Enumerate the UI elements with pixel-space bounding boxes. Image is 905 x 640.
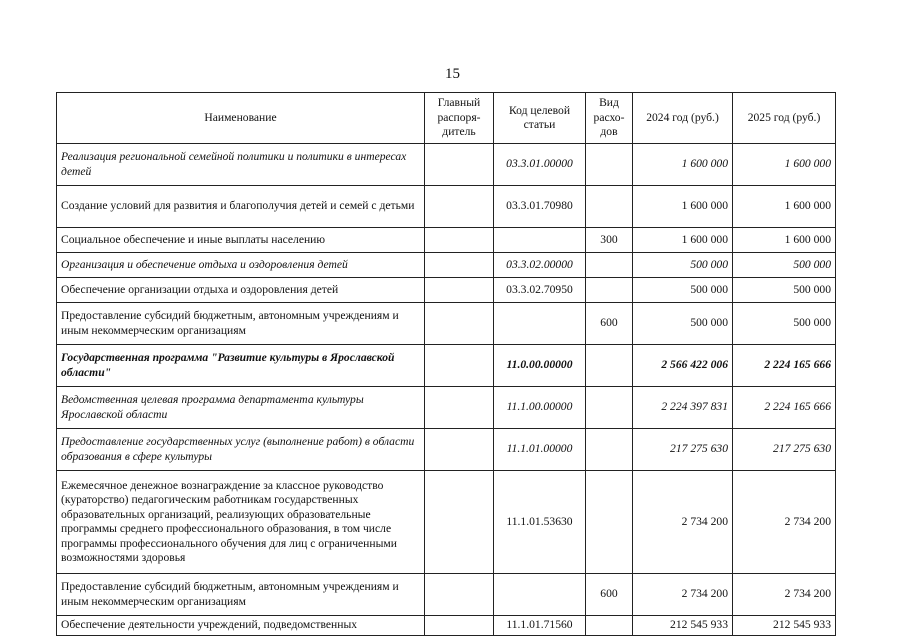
cell-2024: 2 734 200 bbox=[633, 471, 733, 574]
cell-code: 11.1.01.00000 bbox=[494, 429, 586, 471]
cell-2025: 500 000 bbox=[733, 303, 836, 345]
cell-kind bbox=[586, 387, 633, 429]
cell-2024: 500 000 bbox=[633, 278, 733, 303]
cell-kind bbox=[586, 345, 633, 387]
cell-2025: 212 545 933 bbox=[733, 616, 836, 636]
cell-2024: 1 600 000 bbox=[633, 186, 733, 228]
cell-2025: 1 600 000 bbox=[733, 228, 836, 253]
cell-name: Предоставление государственных услуг (выполнение работ) в области образования в сфере культуры bbox=[57, 429, 425, 471]
cell-kind: 300 bbox=[586, 228, 633, 253]
budget-table bbox=[56, 92, 836, 636]
cell-2024: 1 600 000 bbox=[633, 144, 733, 186]
cell-admin bbox=[425, 471, 494, 574]
cell-kind bbox=[586, 278, 633, 303]
cell-admin bbox=[425, 144, 494, 186]
cell-2025: 2 734 200 bbox=[733, 471, 836, 574]
cell-admin bbox=[425, 303, 494, 345]
cell-admin bbox=[425, 574, 494, 616]
cell-2025: 2 224 165 666 bbox=[733, 387, 836, 429]
cell-code: 03.3.02.70950 bbox=[494, 278, 586, 303]
cell-kind bbox=[586, 253, 633, 278]
cell-code: 11.1.01.53630 bbox=[494, 471, 586, 574]
header-2025: 2025 год (руб.) bbox=[733, 93, 836, 144]
cell-name: Обеспечение организации отдыха и оздоровления детей bbox=[57, 278, 425, 303]
cell-name: Ведомственная целевая программа департамента культуры Ярославской области bbox=[57, 387, 425, 429]
cell-code: 03.3.01.70980 bbox=[494, 186, 586, 228]
table-row bbox=[57, 186, 836, 228]
cell-admin bbox=[425, 278, 494, 303]
cell-code: 11.1.00.00000 bbox=[494, 387, 586, 429]
header-name: Наименование bbox=[57, 93, 425, 144]
cell-2024: 500 000 bbox=[633, 303, 733, 345]
cell-2024: 217 275 630 bbox=[633, 429, 733, 471]
cell-admin bbox=[425, 345, 494, 387]
table-row bbox=[57, 345, 836, 387]
table-row bbox=[57, 228, 836, 253]
cell-name: Создание условий для развития и благополучия детей и семей с детьми bbox=[57, 186, 425, 228]
header-code: Код целевой статьи bbox=[494, 93, 586, 144]
table-row bbox=[57, 574, 836, 616]
cell-admin bbox=[425, 429, 494, 471]
cell-2024: 2 734 200 bbox=[633, 574, 733, 616]
cell-name: Организация и обеспечение отдыха и оздоровления детей bbox=[57, 253, 425, 278]
cell-2025: 500 000 bbox=[733, 278, 836, 303]
cell-code bbox=[494, 303, 586, 345]
cell-code: 03.3.02.00000 bbox=[494, 253, 586, 278]
cell-2025: 1 600 000 bbox=[733, 186, 836, 228]
cell-name: Предоставление субсидий бюджетным, автономным учреждениям и иным некоммерческим организациям bbox=[57, 303, 425, 345]
table-row bbox=[57, 387, 836, 429]
cell-code: 03.3.01.00000 bbox=[494, 144, 586, 186]
table-header-row bbox=[57, 93, 836, 144]
cell-2025: 500 000 bbox=[733, 253, 836, 278]
cell-kind bbox=[586, 616, 633, 636]
cell-admin bbox=[425, 253, 494, 278]
header-kind: Вид расхо-дов bbox=[586, 93, 633, 144]
cell-kind bbox=[586, 186, 633, 228]
table-row bbox=[57, 303, 836, 345]
cell-kind bbox=[586, 471, 633, 574]
table-row bbox=[57, 616, 836, 636]
cell-2025: 2 224 165 666 bbox=[733, 345, 836, 387]
table-row bbox=[57, 429, 836, 471]
cell-name: Обеспечение деятельности учреждений, подведомственных bbox=[57, 616, 425, 636]
cell-code bbox=[494, 574, 586, 616]
cell-admin bbox=[425, 616, 494, 636]
table-row bbox=[57, 471, 836, 574]
cell-2024: 1 600 000 bbox=[633, 228, 733, 253]
table-row bbox=[57, 278, 836, 303]
cell-name: Ежемесячное денежное вознаграждение за классное руководство (кураторство) педагогическим работникам государственных образовательных организаций, реализующих образовательные программы среднего профессионального образования, в том числе программы профессионального обучения для лиц с ограниченными возможностями здоровья bbox=[57, 471, 425, 574]
cell-2025: 1 600 000 bbox=[733, 144, 836, 186]
cell-code bbox=[494, 228, 586, 253]
table-row bbox=[57, 253, 836, 278]
cell-kind: 600 bbox=[586, 303, 633, 345]
cell-name: Предоставление субсидий бюджетным, автономным учреждениям и иным некоммерческим организациям bbox=[57, 574, 425, 616]
cell-kind bbox=[586, 429, 633, 471]
table-row bbox=[57, 144, 836, 186]
cell-2025: 2 734 200 bbox=[733, 574, 836, 616]
cell-2024: 2 566 422 006 bbox=[633, 345, 733, 387]
cell-kind: 600 bbox=[586, 574, 633, 616]
page-number: 15 bbox=[445, 66, 460, 82]
cell-admin bbox=[425, 186, 494, 228]
cell-name: Социальное обеспечение и иные выплаты населению bbox=[57, 228, 425, 253]
cell-admin bbox=[425, 228, 494, 253]
cell-2025: 217 275 630 bbox=[733, 429, 836, 471]
cell-admin bbox=[425, 387, 494, 429]
cell-name: Государственная программа "Развитие культуры в Ярославской области" bbox=[57, 345, 425, 387]
cell-2024: 500 000 bbox=[633, 253, 733, 278]
cell-2024: 2 224 397 831 bbox=[633, 387, 733, 429]
cell-name: Реализация региональной семейной политики и политики в интересах детей bbox=[57, 144, 425, 186]
cell-code: 11.1.01.71560 bbox=[494, 616, 586, 636]
header-2024: 2024 год (руб.) bbox=[633, 93, 733, 144]
cell-kind bbox=[586, 144, 633, 186]
cell-2024: 212 545 933 bbox=[633, 616, 733, 636]
cell-code: 11.0.00.00000 bbox=[494, 345, 586, 387]
header-admin: Главный распоря-дитель bbox=[425, 93, 494, 144]
